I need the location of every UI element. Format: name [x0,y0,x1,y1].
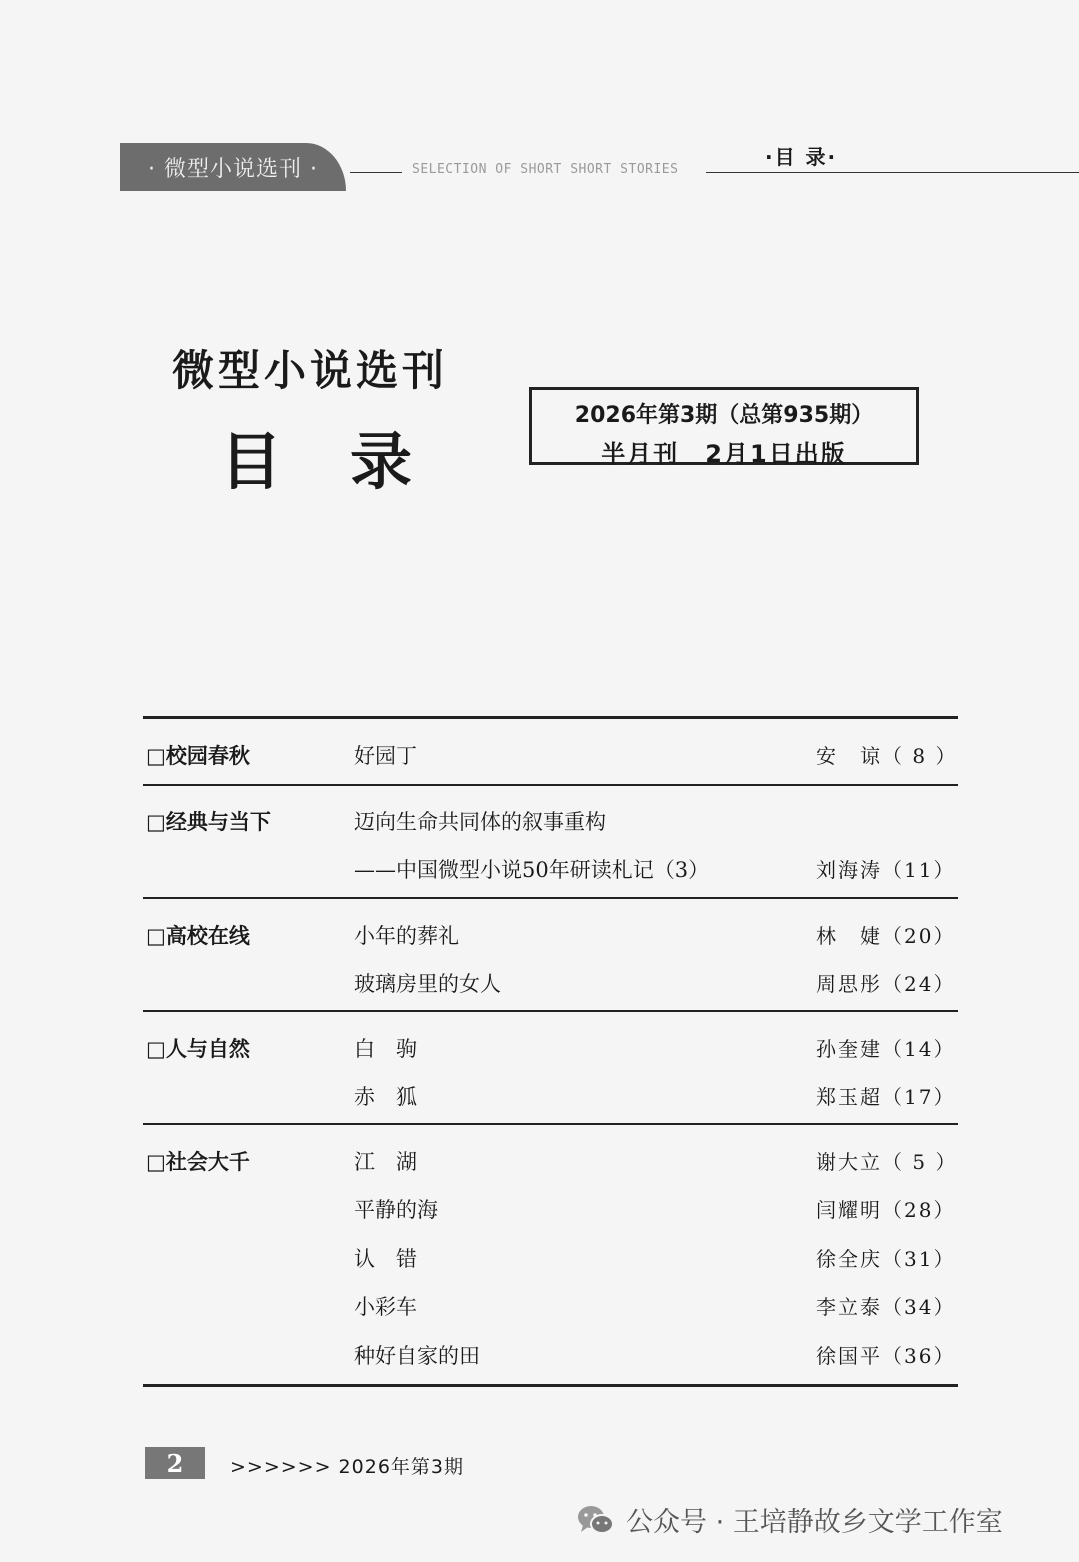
section-heading: □高校在线 [146,924,250,948]
article-author-page: 周思彤（24） [816,972,956,996]
section-divider [143,1123,958,1125]
article-author-page: 林 婕（20） [816,924,956,948]
article-author-page: 徐国平（36） [816,1344,956,1368]
article-author-page: 安 谅（ 8 ） [816,744,958,768]
article-title[interactable]: 赤 狐 [354,1085,417,1109]
page-number: 2 [145,1447,205,1479]
section-heading: □经典与当下 [146,810,271,834]
toc-heading: 目录 [220,425,481,498]
header-rule-left [350,172,402,173]
section-divider [143,784,958,786]
section-divider [143,897,958,899]
article-author-page: 徐全庆（31） [816,1247,956,1271]
table-bottom-rule [143,1384,958,1387]
article-author-page: 谢大立（ 5 ） [816,1150,958,1174]
watermark [576,1500,1003,1539]
article-author-page: 李立泰（34） [816,1295,956,1319]
section-divider [143,1010,958,1012]
article-title[interactable]: 平静的海 [354,1198,438,1222]
article-title[interactable]: 小彩车 [354,1295,417,1319]
article-title[interactable]: 认 错 [354,1247,417,1271]
article-title[interactable]: 好园丁 [354,744,417,768]
issue-line: 2026年第3期（总第935期） [574,403,874,428]
article-title[interactable]: 玻璃房里的女人 [354,972,501,996]
header-rule-right [706,172,1079,173]
footer-issue-text: >>>>>> 2026年第3期 [230,1456,465,1478]
article-title[interactable]: 种好自家的田 [354,1344,480,1368]
table-top-rule [143,716,958,719]
article-author-page: 孙奎建（14） [816,1037,956,1061]
section-heading: □人与自然 [146,1037,250,1061]
article-title[interactable]: 小年的葬礼 [354,924,459,948]
magazine-title: 微型小说选刊 [172,346,449,395]
article-title[interactable]: 白 驹 [354,1037,417,1061]
frequency-line: 半月刊 2月1日出版 [601,440,847,468]
article-author-page: 闫耀明（28） [816,1198,956,1222]
issue-info-box [529,387,919,468]
article-title[interactable]: 迈向生命共同体的叙事重构 [354,810,606,834]
article-title[interactable]: 江 湖 [354,1150,417,1174]
article-author-page: 郑玉超（17） [816,1085,956,1109]
article-author-page: 刘海涛（11） [816,858,956,882]
watermark-text: 公众号 · 王培静故乡文学工作室 [626,1507,1003,1538]
header-section-label: ·目 录· [765,145,838,169]
article-subtitle[interactable]: ——中国微型小说50年研读札记（3） [354,858,710,882]
section-heading: □校园春秋 [146,744,250,768]
section-heading: □社会大千 [146,1150,250,1174]
header-tab: · 微型小说选刊 · [120,143,346,191]
header-english-title: SELECTION OF SHORT SHORT STORIES [412,162,679,177]
wechat-icon [576,1504,616,1536]
